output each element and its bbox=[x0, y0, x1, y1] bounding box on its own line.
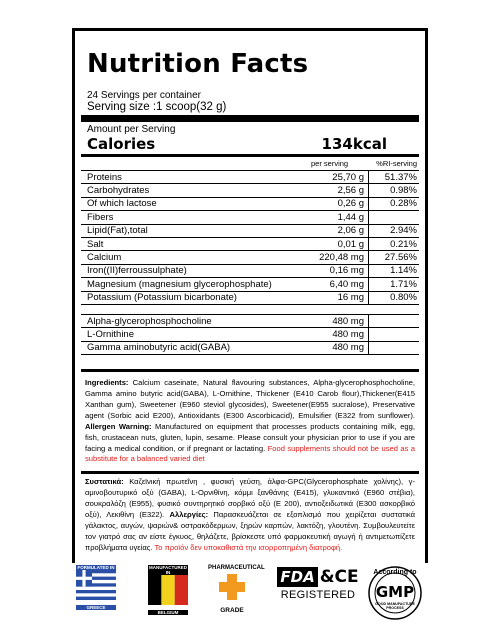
nutrient-value: 25,70 g bbox=[317, 171, 369, 183]
nutrient-value: 0,16 mg bbox=[317, 265, 369, 277]
nutrient-row bbox=[81, 198, 419, 211]
nutrient-row bbox=[81, 211, 419, 224]
allergen-text: Manufactured on equipment that processes products containing milk, egg, fish, crustacean nuts, gluten, lupin, sesame. Please consult your physician prior to use if you are facing a medical condition, or if pregnant or lactating. bbox=[85, 421, 415, 453]
belgium-flag-icon bbox=[148, 575, 188, 605]
pharmaceutical-grade-logo bbox=[208, 565, 265, 614]
certification-logos bbox=[70, 563, 432, 629]
nutrient-name: Lipid(Fat),total bbox=[87, 225, 148, 237]
nutrient-ri: 27.56% bbox=[384, 252, 417, 264]
nutrient-name: Salt bbox=[87, 238, 104, 250]
nutrient-ri: 0.28% bbox=[390, 198, 417, 210]
nutrient-name: Iron((II)ferroussulphate) bbox=[87, 265, 187, 277]
nutrition-label bbox=[72, 28, 428, 611]
nutrient-name: Calcium bbox=[87, 252, 122, 264]
nutrient-row bbox=[81, 170, 419, 184]
supplement-warning: Food supplements should not be used as a substitute for a balanced varied diet bbox=[85, 443, 415, 464]
gmp-top-text: According to bbox=[373, 569, 417, 576]
nutrient-row bbox=[81, 184, 419, 197]
nutrient-ri: 0.98% bbox=[390, 185, 417, 197]
nutrient-name: Magnesium (magnesium glycerophosphate) bbox=[87, 278, 272, 290]
nutrient-value: 0,26 g bbox=[317, 198, 369, 210]
column-headers bbox=[81, 157, 419, 170]
thick-divider bbox=[81, 115, 419, 122]
nutrient-value: 1,44 g bbox=[317, 211, 369, 223]
nutrient-row bbox=[81, 328, 419, 341]
pharma-top-text: PHARMACEUTICAL bbox=[208, 565, 265, 571]
nutrient-row bbox=[81, 225, 419, 238]
nutrient-name: Alpha-glycerophosphocholine bbox=[87, 315, 212, 327]
ingredients-block bbox=[85, 378, 415, 465]
fda-text: FDA bbox=[277, 567, 317, 587]
label-title: Nutrition Facts bbox=[87, 49, 309, 79]
belgium-top-text: MANUFACTURED IN bbox=[149, 565, 187, 575]
amount-per-serving: Amount per Serving bbox=[87, 124, 176, 135]
nutrient-value: 6,40 mg bbox=[317, 278, 369, 290]
nutrient-row bbox=[81, 292, 419, 305]
nutrient-name: L-Ornithine bbox=[87, 328, 134, 340]
nutrient-ri: 2.94% bbox=[390, 225, 417, 237]
nutrient-table-main bbox=[81, 170, 419, 251]
nutrient-name: Gamma aminobutyric acid(GABA) bbox=[87, 342, 231, 354]
col-per-serving: per serving bbox=[311, 159, 349, 168]
greek-ingredients-block bbox=[85, 477, 415, 553]
nutrient-row bbox=[81, 278, 419, 291]
greek-ingredients-label: Συστατικά: bbox=[85, 477, 124, 487]
greek-allergen-text: Παρασκευάζεται σε εξοπλισμό που χειρίζεται συστατικά γάλακτος, αυγών, ψαριών& οστρακόδερμων, ξηρών καρπών, λακτόζη, γλουτένη. Συμβουλευτείτε τον γιατρό σας αν είστε έγκυος, θηλάζετε, βρίσκεστε υπό φαρμακευτική αγωγή ή αντιμετωπίζετε προβλήματα υγείας. bbox=[85, 510, 415, 552]
nutrient-name: Carbohydrates bbox=[87, 185, 150, 197]
nutrient-row bbox=[81, 342, 419, 355]
nutrient-value: 220,48 mg bbox=[317, 251, 369, 263]
nutrient-table-minerals bbox=[81, 251, 419, 305]
calories-label: Calories bbox=[87, 135, 156, 153]
nutrient-value: 2,06 g bbox=[317, 225, 369, 237]
greece-top-text: FORMULATED IN bbox=[77, 565, 115, 570]
nutrient-table-extra bbox=[81, 314, 419, 355]
nutrient-name: Potassium (Potassium bicarbonate) bbox=[87, 292, 237, 304]
nutrient-value: 2,56 g bbox=[317, 184, 369, 196]
medical-cross-icon bbox=[217, 572, 247, 602]
greek-divider bbox=[81, 471, 419, 474]
ingredients-divider bbox=[81, 369, 419, 372]
nutrient-ri: 1.71% bbox=[390, 278, 417, 290]
fda-ce-registered-logo bbox=[278, 567, 358, 601]
allergen-label: Allergen Warning: bbox=[85, 421, 152, 431]
nutrient-name: Of which lactose bbox=[87, 198, 157, 210]
calories-value: 134kcal bbox=[321, 135, 387, 153]
nutrient-ri: 1.14% bbox=[390, 265, 417, 277]
nutrient-ri: 51.37% bbox=[384, 171, 417, 183]
pharma-bottom-text: GRADE bbox=[220, 607, 244, 614]
nutrient-row bbox=[81, 265, 419, 278]
servings-per-container: 24 Servings per container bbox=[87, 90, 201, 101]
belgium-bottom-text: BELGIUM bbox=[148, 610, 188, 615]
calories-row bbox=[87, 135, 413, 153]
nutrient-name: Fibers bbox=[87, 211, 114, 223]
nutrient-ri: 0.80% bbox=[390, 292, 417, 304]
col-ri: %RI-serving bbox=[376, 159, 417, 168]
nutrient-name: Proteins bbox=[87, 171, 122, 183]
nutrient-row bbox=[81, 238, 419, 251]
greece-flag-icon bbox=[76, 570, 116, 600]
greek-allergen-label: Αλλεργίες: bbox=[169, 510, 209, 520]
gmp-main-text: GMP bbox=[375, 583, 415, 601]
greek-supplement-warning: Το προϊόν δεν υποκαθιστά την ισορροπημένη διατροφή. bbox=[154, 542, 343, 552]
manufactured-in-belgium-logo bbox=[148, 565, 188, 615]
registered-text: REGISTERED bbox=[280, 589, 356, 601]
nutrient-row bbox=[81, 251, 419, 264]
formulated-in-greece-logo bbox=[76, 565, 116, 610]
nutrient-value: 480 mg bbox=[317, 315, 369, 327]
nutrient-value: 0,01 g bbox=[317, 238, 369, 250]
nutrient-ri: 0.21% bbox=[390, 238, 417, 250]
serving-size: Serving size :1 scoop(32 g) bbox=[87, 101, 227, 113]
nutrient-value: 480 mg bbox=[317, 328, 369, 340]
greece-bottom-text: GREECE bbox=[76, 605, 116, 610]
gmp-bottom-text: GOOD MANUFACTURE PROCESS bbox=[375, 602, 415, 610]
ce-text: &CE bbox=[319, 567, 359, 587]
nutrient-value: 480 mg bbox=[317, 342, 369, 354]
ingredients-label: Ingredients: bbox=[85, 378, 129, 388]
gmp-logo bbox=[366, 563, 424, 625]
ingredients-text: Calcium caseinate, Natural flavouring substances, Alpha-glycerophosphocholine, Gamma amino butyric acid(GABA), L-Ornithine, Thickener (E410 Carob flour),Thickener(E415 Xanthan gum), Sweetener (E960 steviol glycosides), Sweetener(E955 sucralose), Preservative agent (Sorbic acid E200), Antioxidants (E300 Ascorbicacid), Emulsifier (E322 from sunflower). bbox=[85, 378, 415, 420]
greek-ingredients-text: Καζεϊνική πρωτεΐνη , φυσική γεύση, άλφα-GPC(Glycerophosphate χολίνης), γ-αμινοβουτυρικό οξύ (GABA), L-Ορνιθίνη, κόμμι ξανθάνης (E415), γλυκαντικό (E960 στέβια), σουκραλόζη (E955), φυσικό συντηρητικό σορβικό οξύ (E 200), αντιοξειδωτικά (E300 ασκορβικό οξύ), Λεκιθίνη (E322). bbox=[85, 477, 415, 520]
nutrient-row bbox=[81, 314, 419, 328]
nutrient-value: 16 mg bbox=[317, 292, 369, 304]
